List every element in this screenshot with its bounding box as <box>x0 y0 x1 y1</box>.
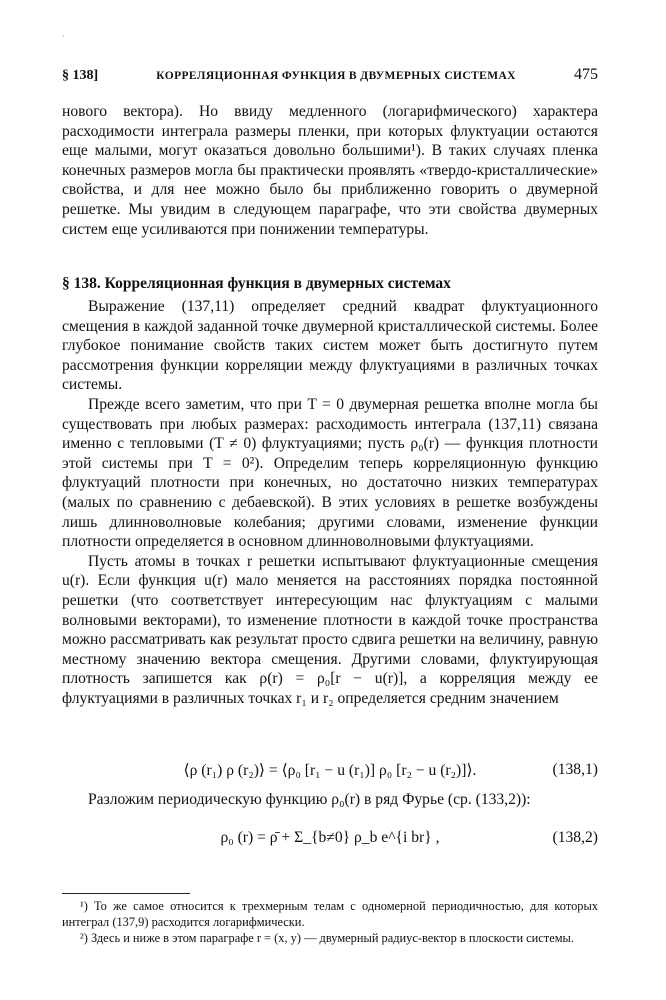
equation-number: (138,2) <box>552 829 598 846</box>
footnote: ²) Здесь и ниже в этом параграфе r = (x, y) — двумерный радиус-вектор в плоскости системы. <box>80 931 574 945</box>
footnotes <box>62 898 598 946</box>
paragraph: Пусть атомы в точках r решетки испытывают флуктуационные смещения u(r). Если функция u(r) мало меняется на расстояниях порядка постоянной решетки (что соответствует интересующим нас флуктуациям с малыми волновыми векторами), то изменение плотности в каждой точке пространства можно рассматривать как результат просто сдвига решетки на величину, равную местному значению вектора смещения. Другими словами, флуктуирующая плотность запишется как ρ(r) = ρ₀[r − u(r)], а корреляция между ее флуктуациями в различных точках r₁ и r₂ определяется средним значением <box>62 552 598 707</box>
footnote: ¹) То же самое относится к трехмерным телам с одномерной периодичностью, для которых интеграл (137,9) расходится логарифмически. <box>62 899 598 929</box>
header-section: § 138] <box>62 68 99 83</box>
equation-number: (138,1) <box>552 761 598 778</box>
section-heading: § 138. Корреляционная функция в двумерных системах <box>62 275 451 292</box>
text-block-fourier <box>62 790 598 810</box>
equation-body: ⟨ρ (r₁) ρ (r₂)⟩ = ⟨ρ₀ [r₁ − u (r₁)] ρ₀ [r₂ − u (r₂)]⟩. <box>183 762 477 779</box>
paragraph: Выражение (137,11) определяет средний квадрат флуктуационного смещения в каждой заданной точке двумерной кристаллической системы. Более глубокое понимание свойств таких систем может быть достигнуто путем рассмотрения функции корреляции между флуктуациями в различных точках системы. <box>62 298 598 394</box>
footnote-rule <box>62 893 190 894</box>
equation-body: ρ₀ (r) = ρ̄ + Σ_{b≠0} ρ_b e^{i br} , <box>220 829 440 846</box>
running-header <box>62 66 598 84</box>
paragraph: Разложим периодическую функцию ρ₀(r) в ряд Фурье (ср. (133,2)): <box>88 791 531 808</box>
text-block-top <box>62 102 598 239</box>
paragraph: нового вектора). Но ввиду медленного (логарифмического) характера расходимости интеграла размеры пленки, при которых флуктуации остаются еще малыми, могут оказаться довольно большими¹). В таких случаях пленка конечных размеров могла бы практически проявлять «твердо-кристаллические» свойства, и для нее можно было бы приближенно говорить о двумерной решетке. Мы увидим в следующем параграфе, что эти свойства двумерных систем еще усиливаются при понижении температуры. <box>62 103 598 238</box>
page-number: 475 <box>574 66 598 83</box>
text-block-main <box>62 297 598 708</box>
paragraph: Прежде всего заметим, что при T = 0 двумерная решетка вполне могла бы существовать при любых размерах: расходимость интеграла (137,11) связана именно с тепловыми (T ≠ 0) флуктуациями; пусть ρ₀(r) — функция плотности этой системы при T = 0²). Определим теперь корреляционную функцию флуктуаций плотности при конечных, но достаточно низких температурах (малых по сравнению с дебаевской). В этих условиях в решетке возбуждены лишь длинноволновые колебания; другими словами, изменение функции плотности определяется в основном длинноволновыми флуктуациями. <box>62 395 598 551</box>
header-title: КОРРЕЛЯЦИОННАЯ ФУНКЦИЯ В ДВУМЕРНЫХ СИСТЕМАХ <box>156 70 516 82</box>
stray-mark: ˋ <box>62 34 65 43</box>
